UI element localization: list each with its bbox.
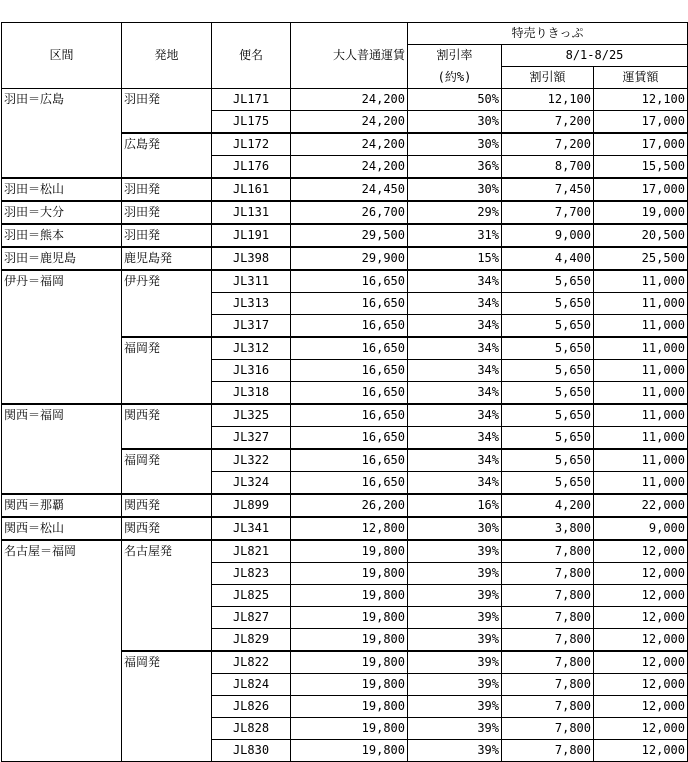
origin-cell: 羽田発 — [122, 201, 212, 224]
fare-cell: 12,800 — [291, 517, 408, 540]
fare-cell: 19,800 — [291, 563, 408, 585]
flight-cell: JL327 — [212, 427, 291, 450]
fare-cell: 19,800 — [291, 674, 408, 696]
flight-cell: JL899 — [212, 494, 291, 517]
route-cell: 関西＝那覇 — [2, 494, 122, 517]
col-flight: 便名 — [212, 23, 291, 89]
flight-cell: JL318 — [212, 382, 291, 405]
discount-cell: 7,700 — [502, 201, 594, 224]
rate-cell: 39% — [408, 607, 502, 629]
flight-cell: JL829 — [212, 629, 291, 652]
origin-cell: 福岡発 — [122, 651, 212, 762]
fare-cell: 16,650 — [291, 382, 408, 405]
fare-cell: 29,500 — [291, 224, 408, 247]
route-cell: 羽田＝鹿児島 — [2, 247, 122, 270]
discount-cell: 5,650 — [502, 293, 594, 315]
rate-cell: 39% — [408, 651, 502, 674]
flight-cell: JL161 — [212, 178, 291, 201]
fare-cell: 24,200 — [291, 89, 408, 111]
col-special: 特売りきっぷ — [408, 23, 688, 45]
rate-cell: 30% — [408, 111, 502, 134]
table-row — [2, 89, 688, 111]
discount-cell: 7,200 — [502, 111, 594, 134]
discount-cell: 4,400 — [502, 247, 594, 270]
fare-cell: 19,800 — [291, 540, 408, 563]
fare-table — [1, 22, 688, 762]
price-cell: 11,000 — [594, 270, 688, 293]
rate-cell: 39% — [408, 563, 502, 585]
rate-cell: 30% — [408, 517, 502, 540]
discount-cell: 8,700 — [502, 156, 594, 179]
flight-cell: JL821 — [212, 540, 291, 563]
rate-cell: 34% — [408, 360, 502, 382]
flight-cell: JL191 — [212, 224, 291, 247]
origin-cell: 広島発 — [122, 133, 212, 178]
flight-cell: JL827 — [212, 607, 291, 629]
origin-cell: 福岡発 — [122, 337, 212, 404]
rate-cell: 16% — [408, 494, 502, 517]
col-origin: 発地 — [122, 23, 212, 89]
flight-cell: JL312 — [212, 337, 291, 360]
rate-cell: 34% — [408, 404, 502, 427]
discount-cell: 5,650 — [502, 404, 594, 427]
price-cell: 17,000 — [594, 133, 688, 156]
discount-cell: 7,800 — [502, 563, 594, 585]
fare-cell: 24,450 — [291, 178, 408, 201]
flight-cell: JL317 — [212, 315, 291, 338]
discount-cell: 5,650 — [502, 449, 594, 472]
price-cell: 22,000 — [594, 494, 688, 517]
discount-cell: 3,800 — [502, 517, 594, 540]
fare-cell: 24,200 — [291, 111, 408, 134]
price-cell: 12,000 — [594, 629, 688, 652]
flight-cell: JL324 — [212, 472, 291, 495]
discount-cell: 9,000 — [502, 224, 594, 247]
col-discount: 割引額 — [502, 67, 594, 89]
discount-cell: 7,800 — [502, 651, 594, 674]
price-cell: 9,000 — [594, 517, 688, 540]
price-cell: 15,500 — [594, 156, 688, 179]
fare-cell: 19,800 — [291, 740, 408, 762]
rate-cell: 36% — [408, 156, 502, 179]
col-period: 8/1-8/25 — [502, 45, 688, 67]
origin-cell: 関西発 — [122, 404, 212, 449]
origin-cell: 名古屋発 — [122, 540, 212, 651]
price-cell: 11,000 — [594, 449, 688, 472]
price-cell: 11,000 — [594, 472, 688, 495]
price-cell: 11,000 — [594, 382, 688, 405]
discount-cell: 7,800 — [502, 629, 594, 652]
flight-cell: JL826 — [212, 696, 291, 718]
rate-cell: 34% — [408, 315, 502, 338]
rate-cell: 30% — [408, 178, 502, 201]
discount-cell: 7,200 — [502, 133, 594, 156]
rate-cell: 34% — [408, 472, 502, 495]
discount-cell: 7,800 — [502, 674, 594, 696]
price-cell: 25,500 — [594, 247, 688, 270]
fare-table-body — [2, 89, 688, 762]
route-cell: 関西＝福岡 — [2, 404, 122, 494]
origin-cell: 関西発 — [122, 494, 212, 517]
discount-cell: 7,800 — [502, 585, 594, 607]
fare-cell: 19,800 — [291, 718, 408, 740]
col-fare: 大人普通運賃 — [291, 23, 408, 89]
discount-cell: 7,800 — [502, 540, 594, 563]
price-cell: 11,000 — [594, 315, 688, 338]
price-cell: 12,000 — [594, 607, 688, 629]
price-cell: 11,000 — [594, 404, 688, 427]
origin-cell: 鹿児島発 — [122, 247, 212, 270]
discount-cell: 7,800 — [502, 696, 594, 718]
flight-cell: JL825 — [212, 585, 291, 607]
flight-cell: JL341 — [212, 517, 291, 540]
fare-cell: 16,650 — [291, 427, 408, 450]
route-cell: 羽田＝広島 — [2, 89, 122, 179]
col-section: 区間 — [2, 23, 122, 89]
fare-cell: 19,800 — [291, 629, 408, 652]
flight-cell: JL830 — [212, 740, 291, 762]
fare-cell: 16,650 — [291, 315, 408, 338]
origin-cell: 福岡発 — [122, 449, 212, 494]
table-row — [2, 247, 688, 270]
table-row — [2, 270, 688, 293]
discount-cell: 5,650 — [502, 382, 594, 405]
price-cell: 12,000 — [594, 651, 688, 674]
discount-cell: 5,650 — [502, 337, 594, 360]
rate-cell: 39% — [408, 674, 502, 696]
table-row — [2, 224, 688, 247]
rate-cell: 34% — [408, 382, 502, 405]
rate-cell: 39% — [408, 540, 502, 563]
flight-cell: JL322 — [212, 449, 291, 472]
rate-cell: 50% — [408, 89, 502, 111]
price-cell: 12,000 — [594, 740, 688, 762]
fare-table-header — [2, 23, 688, 89]
price-cell: 11,000 — [594, 360, 688, 382]
price-cell: 12,000 — [594, 563, 688, 585]
rate-cell: 39% — [408, 718, 502, 740]
table-row — [2, 540, 688, 563]
fare-cell: 16,650 — [291, 449, 408, 472]
origin-cell: 羽田発 — [122, 89, 212, 134]
fare-cell: 16,650 — [291, 360, 408, 382]
discount-cell: 5,650 — [502, 270, 594, 293]
flight-cell: JL824 — [212, 674, 291, 696]
col-price: 運賃額 — [594, 67, 688, 89]
flight-cell: JL131 — [212, 201, 291, 224]
discount-cell: 7,450 — [502, 178, 594, 201]
fare-cell: 16,650 — [291, 293, 408, 315]
table-row — [2, 494, 688, 517]
route-cell: 羽田＝松山 — [2, 178, 122, 201]
price-cell: 12,100 — [594, 89, 688, 111]
rate-cell: 34% — [408, 427, 502, 450]
col-rate-unit: (約%) — [408, 67, 502, 89]
fare-cell: 19,800 — [291, 696, 408, 718]
price-cell: 20,500 — [594, 224, 688, 247]
rate-cell: 34% — [408, 449, 502, 472]
price-cell: 17,000 — [594, 178, 688, 201]
discount-cell: 7,800 — [502, 718, 594, 740]
discount-cell: 7,800 — [502, 607, 594, 629]
flight-cell: JL311 — [212, 270, 291, 293]
price-cell: 12,000 — [594, 674, 688, 696]
fare-cell: 29,900 — [291, 247, 408, 270]
price-cell: 19,000 — [594, 201, 688, 224]
route-cell: 伊丹＝福岡 — [2, 270, 122, 404]
flight-cell: JL172 — [212, 133, 291, 156]
discount-cell: 12,100 — [502, 89, 594, 111]
price-cell: 11,000 — [594, 337, 688, 360]
discount-cell: 5,650 — [502, 315, 594, 338]
rate-cell: 39% — [408, 696, 502, 718]
fare-cell: 19,800 — [291, 607, 408, 629]
fare-cell: 19,800 — [291, 585, 408, 607]
flight-cell: JL175 — [212, 111, 291, 134]
flight-cell: JL828 — [212, 718, 291, 740]
origin-cell: 羽田発 — [122, 178, 212, 201]
route-cell: 羽田＝熊本 — [2, 224, 122, 247]
price-cell: 11,000 — [594, 293, 688, 315]
rate-cell: 34% — [408, 293, 502, 315]
discount-cell: 4,200 — [502, 494, 594, 517]
price-cell: 12,000 — [594, 585, 688, 607]
flight-cell: JL171 — [212, 89, 291, 111]
discount-cell: 5,650 — [502, 472, 594, 495]
fare-cell: 24,200 — [291, 133, 408, 156]
table-row — [2, 178, 688, 201]
fare-cell: 16,650 — [291, 270, 408, 293]
rate-cell: 34% — [408, 270, 502, 293]
price-cell: 17,000 — [594, 111, 688, 134]
rate-cell: 34% — [408, 337, 502, 360]
table-row — [2, 404, 688, 427]
rate-cell: 31% — [408, 224, 502, 247]
table-row — [2, 201, 688, 224]
discount-cell: 7,800 — [502, 740, 594, 762]
rate-cell: 39% — [408, 629, 502, 652]
fare-cell: 19,800 — [291, 651, 408, 674]
fare-cell: 16,650 — [291, 472, 408, 495]
price-cell: 11,000 — [594, 427, 688, 450]
price-cell: 12,000 — [594, 718, 688, 740]
origin-cell: 羽田発 — [122, 224, 212, 247]
table-row — [2, 517, 688, 540]
rate-cell: 30% — [408, 133, 502, 156]
flight-cell: JL822 — [212, 651, 291, 674]
fare-cell: 16,650 — [291, 337, 408, 360]
flight-cell: JL313 — [212, 293, 291, 315]
flight-cell: JL316 — [212, 360, 291, 382]
price-cell: 12,000 — [594, 540, 688, 563]
discount-cell: 5,650 — [502, 360, 594, 382]
flight-cell: JL823 — [212, 563, 291, 585]
rate-cell: 39% — [408, 740, 502, 762]
flight-cell: JL325 — [212, 404, 291, 427]
route-cell: 名古屋＝福岡 — [2, 540, 122, 762]
rate-cell: 29% — [408, 201, 502, 224]
fare-cell: 26,700 — [291, 201, 408, 224]
flight-cell: JL398 — [212, 247, 291, 270]
rate-cell: 39% — [408, 585, 502, 607]
rate-cell: 15% — [408, 247, 502, 270]
flight-cell: JL176 — [212, 156, 291, 179]
origin-cell: 伊丹発 — [122, 270, 212, 337]
origin-cell: 関西発 — [122, 517, 212, 540]
fare-cell: 26,200 — [291, 494, 408, 517]
fare-cell: 16,650 — [291, 404, 408, 427]
route-cell: 羽田＝大分 — [2, 201, 122, 224]
fare-cell: 24,200 — [291, 156, 408, 179]
discount-cell: 5,650 — [502, 427, 594, 450]
price-cell: 12,000 — [594, 696, 688, 718]
route-cell: 関西＝松山 — [2, 517, 122, 540]
col-rate: 割引率 — [408, 45, 502, 67]
